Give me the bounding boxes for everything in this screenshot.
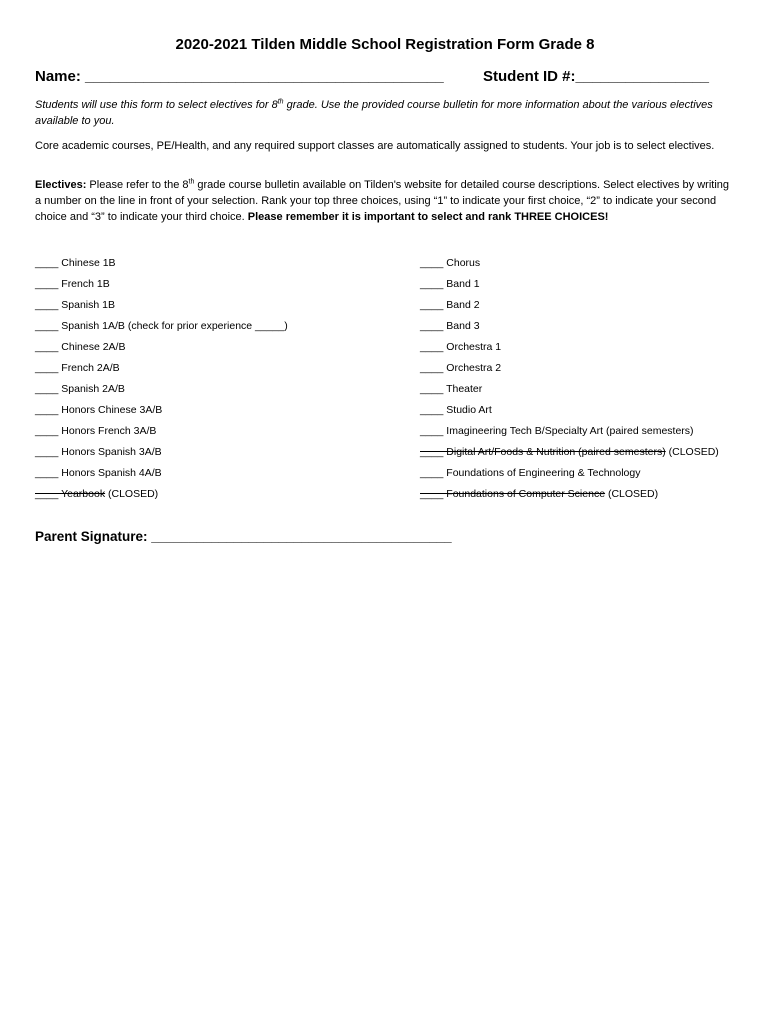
course-item[interactable]: ____ Band 1 — [420, 278, 480, 290]
electives-text-2: grade course bulletin available on Tilden's website for detailed course descriptions. Select electives by writing a number on the line in front of your selection. Rank your top three choices, using “1” to indicate your first choice, “2” to indicate your second choice and “3” to indicate your third choice. — [35, 179, 730, 223]
course-item[interactable]: ____ Honors Spanish 4A/B — [35, 467, 162, 479]
course-item[interactable]: ____ Studio Art — [420, 404, 492, 416]
course-item[interactable]: ____ Orchestra 2 — [420, 362, 502, 374]
course-item[interactable]: ____ French 1B — [35, 278, 110, 290]
course-item[interactable]: ____ Honors Chinese 3A/B — [35, 404, 163, 416]
closed-course-name: ____ Yearbook — [35, 488, 106, 500]
course-item[interactable]: ____ Chinese 2A/B — [35, 341, 126, 353]
intro-text-1: Students will use this form to select electives for 8 — [35, 99, 278, 111]
course-item-closed — [35, 486, 405, 507]
student-id-field[interactable]: Student ID #:________________ — [483, 68, 709, 85]
course-item[interactable]: ____ Chorus — [420, 257, 481, 269]
electives-text-1: Please refer to the 8 — [86, 179, 189, 191]
core-paragraph: Core academic courses, PE/Health, and any required support classes are automatically assigned to students. Your job is to select electives. — [35, 140, 715, 152]
course-item[interactable]: ____ Band 3 — [420, 320, 480, 332]
course-item-closed — [420, 444, 765, 465]
closed-status: (CLOSED) — [665, 446, 719, 458]
course-item[interactable]: ____ Spanish 1A/B (check for prior experience _____) — [35, 320, 288, 332]
form-title: 2020-2021 Tilden Middle School Registration Form Grade 8 — [175, 36, 595, 53]
closed-status: (CLOSED) — [105, 488, 159, 500]
left-course-list — [35, 255, 405, 507]
closed-course-name: ____ Foundations of Computer Science — [420, 488, 606, 500]
electives-label: Electives: — [35, 179, 87, 191]
course-item[interactable]: ____ Orchestra 1 — [420, 341, 502, 353]
electives-sup: th — [188, 178, 195, 186]
course-item[interactable]: ____ Band 2 — [420, 299, 480, 311]
electives-emphasis: Please remember it is important to select and rank THREE CHOICES! — [247, 211, 609, 223]
course-item[interactable]: ____ Honors French 3A/B — [35, 425, 157, 437]
closed-status: (CLOSED) — [605, 488, 659, 500]
course-item[interactable]: ____ Foundations of Engineering & Technology — [420, 467, 641, 479]
intro-text-2: grade. Use the provided course bulletin for more information about the various electives available to you. — [35, 99, 713, 127]
course-item[interactable]: ____ French 2A/B — [35, 362, 120, 374]
course-item[interactable]: ____ Honors Spanish 3A/B — [35, 446, 162, 458]
electives-paragraph — [35, 177, 735, 225]
course-item-closed — [420, 486, 765, 507]
course-item[interactable]: ____ Theater — [420, 383, 483, 395]
course-item[interactable]: ____ Chinese 1B — [35, 257, 116, 269]
intro-sup: th — [277, 98, 284, 106]
name-id-row — [35, 68, 735, 85]
right-course-list — [420, 255, 765, 507]
intro-paragraph — [35, 97, 735, 129]
course-item[interactable]: ____ Imagineering Tech B/Specialty Art (paired semesters) — [420, 425, 694, 437]
closed-course-name: ____ Digital Art/Foods & Nutrition (paired semesters) — [420, 446, 666, 458]
name-field[interactable]: Name: ___________________________________________ — [35, 68, 444, 85]
course-item[interactable]: ____ Spanish 1B — [35, 299, 115, 311]
parent-signature-field[interactable]: Parent Signature: ________________________________________ — [35, 529, 452, 544]
course-item[interactable]: ____ Spanish 2A/B — [35, 383, 125, 395]
